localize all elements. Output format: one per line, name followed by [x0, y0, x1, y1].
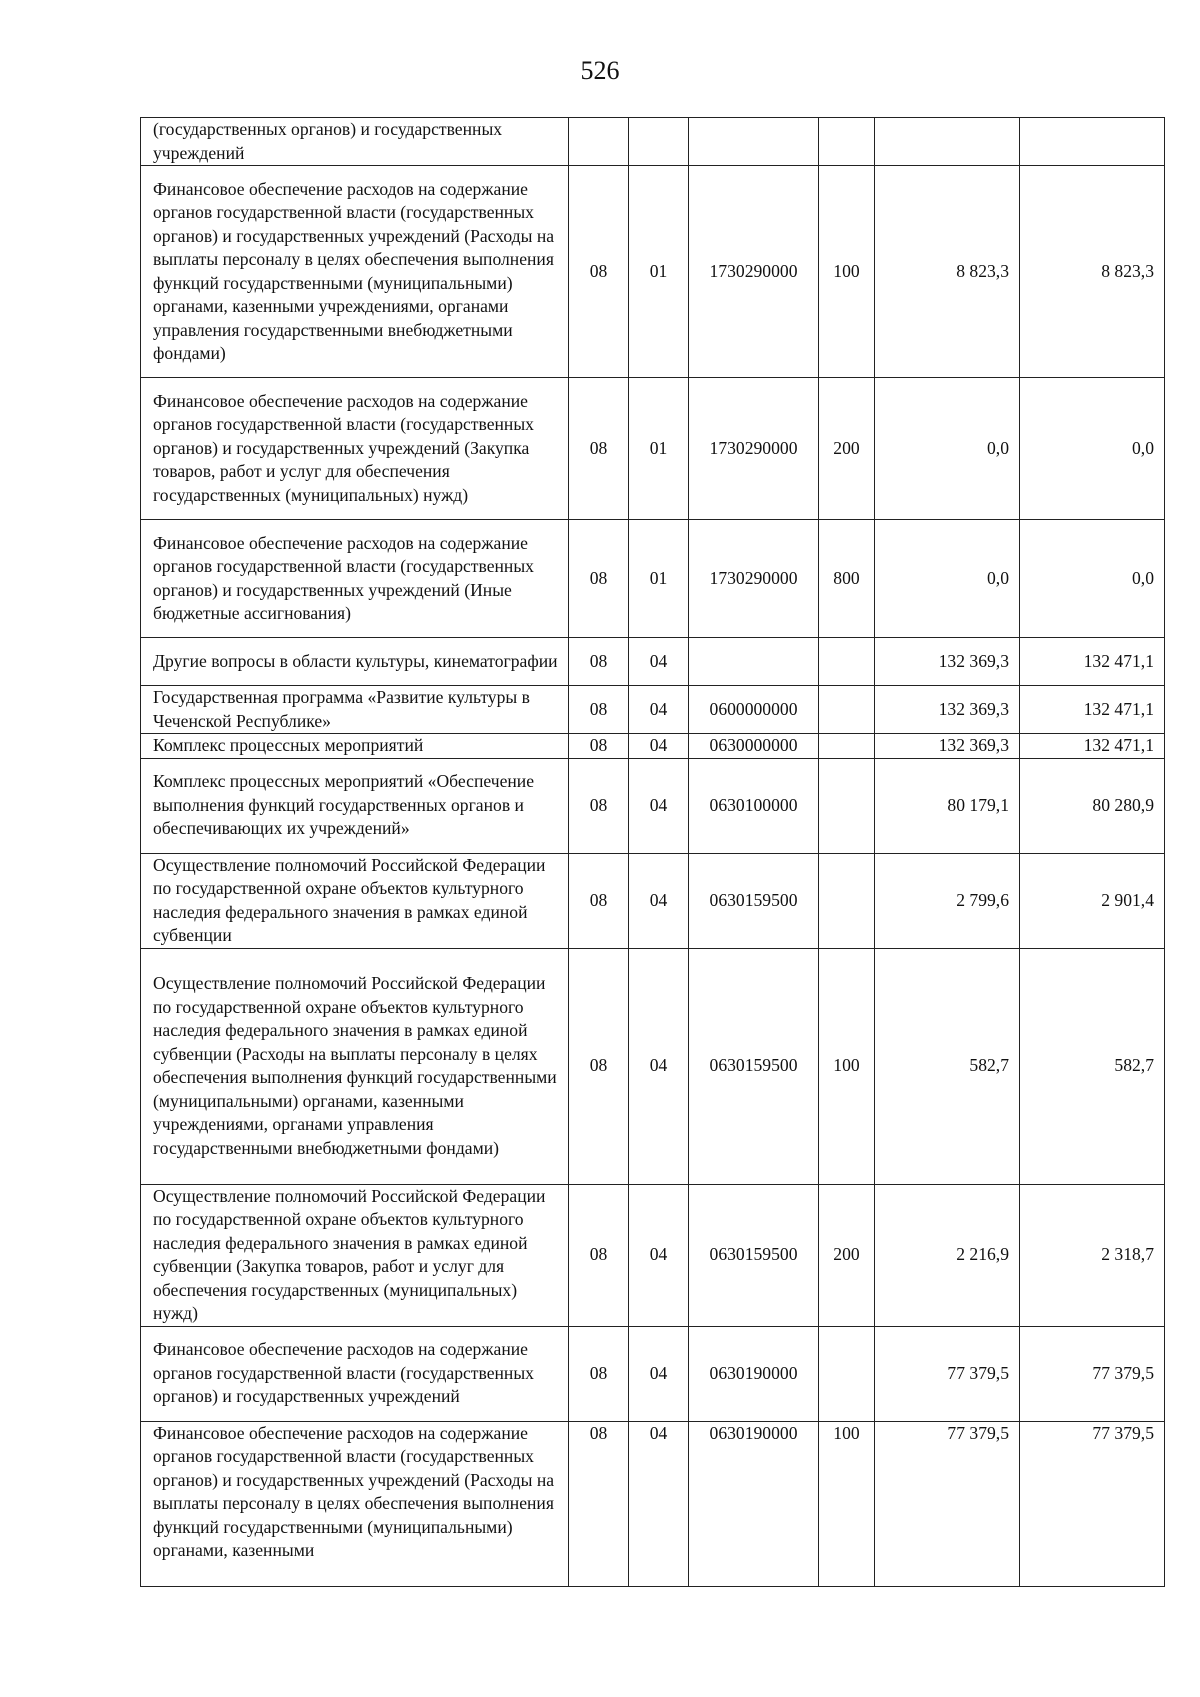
row-amount-year2 — [1020, 118, 1165, 166]
row-name: Финансовое обеспечение расходов на содержание органов государственной власти (государственных органов) и государственных учреждений (Расходы на выплаты персоналу в целях обеспечения выполнения функций государственными (муниципальными) органами, казенными — [141, 1421, 569, 1586]
row-subsection: 04 — [629, 686, 689, 734]
row-target-article: 0630000000 — [689, 734, 819, 759]
row-name: Комплекс процессных мероприятий — [141, 734, 569, 759]
budget-table — [140, 117, 1165, 1587]
row-section: 08 — [569, 1421, 629, 1586]
table-row — [141, 686, 1165, 734]
row-section: 08 — [569, 520, 629, 638]
row-target-article: 0600000000 — [689, 686, 819, 734]
row-amount-year1 — [875, 118, 1020, 166]
row-section: 08 — [569, 734, 629, 759]
table-row — [141, 758, 1165, 853]
row-name: Другие вопросы в области культуры, кинематографии — [141, 638, 569, 686]
row-expense-type — [819, 118, 875, 166]
row-target-article: 1730290000 — [689, 166, 819, 378]
row-amount-year2: 0,0 — [1020, 378, 1165, 520]
row-amount-year2: 77 379,5 — [1020, 1421, 1165, 1586]
row-expense-type — [819, 686, 875, 734]
row-expense-type: 200 — [819, 1184, 875, 1326]
row-name: Финансовое обеспечение расходов на содержание органов государственной власти (государственных органов) и государственных учреждений (Закупка товаров, работ и услуг для обеспечения государственных (муниципальных) нужд) — [141, 378, 569, 520]
row-subsection: 04 — [629, 758, 689, 853]
table-row — [141, 853, 1165, 948]
row-expense-type: 800 — [819, 520, 875, 638]
row-section: 08 — [569, 758, 629, 853]
row-section: 08 — [569, 948, 629, 1184]
row-subsection: 04 — [629, 948, 689, 1184]
row-section: 08 — [569, 853, 629, 948]
row-target-article — [689, 118, 819, 166]
row-section: 08 — [569, 638, 629, 686]
row-amount-year2: 132 471,1 — [1020, 734, 1165, 759]
table-row — [141, 1326, 1165, 1421]
row-section: 08 — [569, 1326, 629, 1421]
row-name: Государственная программа «Развитие культуры в Чеченской Республике» — [141, 686, 569, 734]
row-subsection: 01 — [629, 166, 689, 378]
row-section: 08 — [569, 686, 629, 734]
row-name: Осуществление полномочий Российской Федерации по государственной охране объектов культурного наследия федерального значения в рамках единой субвенции (Расходы на выплаты персоналу в целях обеспечения выполнения функций государственными (муниципальными) органами, казенными учреждениями, органами управления государственными внебюджетными фондами) — [141, 948, 569, 1184]
row-section: 08 — [569, 166, 629, 378]
row-name: (государственных органов) и государственных учреждений — [141, 118, 569, 166]
row-amount-year1: 2 799,6 — [875, 853, 1020, 948]
row-subsection: 04 — [629, 853, 689, 948]
row-amount-year1: 132 369,3 — [875, 734, 1020, 759]
row-name: Осуществление полномочий Российской Федерации по государственной охране объектов культурного наследия федерального значения в рамках единой субвенции (Закупка товаров, работ и услуг для обеспечения государственных (муниципальных) нужд) — [141, 1184, 569, 1326]
row-amount-year1: 80 179,1 — [875, 758, 1020, 853]
row-section — [569, 118, 629, 166]
row-expense-type — [819, 1326, 875, 1421]
table-row — [141, 378, 1165, 520]
row-name: Финансовое обеспечение расходов на содержание органов государственной власти (государственных органов) и государственных учреждений (Расходы на выплаты персоналу в целях обеспечения выполнения функций государственными (муниципальными) органами, казенными учреждениями, органами управления государственными внебюджетными фондами) — [141, 166, 569, 378]
table-row — [141, 1421, 1165, 1586]
row-target-article: 1730290000 — [689, 520, 819, 638]
row-amount-year2: 0,0 — [1020, 520, 1165, 638]
row-section: 08 — [569, 1184, 629, 1326]
row-subsection: 04 — [629, 638, 689, 686]
row-name: Осуществление полномочий Российской Федерации по государственной охране объектов культурного наследия федерального значения в рамках единой субвенции — [141, 853, 569, 948]
row-amount-year2: 132 471,1 — [1020, 638, 1165, 686]
row-subsection: 04 — [629, 1421, 689, 1586]
row-expense-type — [819, 638, 875, 686]
row-name: Комплекс процессных мероприятий «Обеспечение выполнения функций государственных органов и обеспечивающих их учреждений» — [141, 758, 569, 853]
row-target-article: 1730290000 — [689, 378, 819, 520]
row-amount-year1: 132 369,3 — [875, 686, 1020, 734]
row-target-article: 0630190000 — [689, 1421, 819, 1586]
row-expense-type: 200 — [819, 378, 875, 520]
row-amount-year2: 8 823,3 — [1020, 166, 1165, 378]
row-target-article: 0630100000 — [689, 758, 819, 853]
table-row — [141, 166, 1165, 378]
row-amount-year1: 132 369,3 — [875, 638, 1020, 686]
row-subsection: 01 — [629, 520, 689, 638]
table-row — [141, 948, 1165, 1184]
row-expense-type — [819, 734, 875, 759]
row-expense-type — [819, 853, 875, 948]
row-subsection — [629, 118, 689, 166]
row-amount-year2: 80 280,9 — [1020, 758, 1165, 853]
row-name: Финансовое обеспечение расходов на содержание органов государственной власти (государственных органов) и государственных учреждений — [141, 1326, 569, 1421]
row-expense-type: 100 — [819, 948, 875, 1184]
row-target-article: 0630159500 — [689, 948, 819, 1184]
page-number: 526 — [580, 56, 620, 85]
row-amount-year1: 0,0 — [875, 520, 1020, 638]
row-amount-year2: 2 901,4 — [1020, 853, 1165, 948]
row-amount-year1: 2 216,9 — [875, 1184, 1020, 1326]
row-amount-year2: 582,7 — [1020, 948, 1165, 1184]
row-expense-type: 100 — [819, 1421, 875, 1586]
row-amount-year1: 8 823,3 — [875, 166, 1020, 378]
row-subsection: 04 — [629, 1326, 689, 1421]
row-amount-year1: 0,0 — [875, 378, 1020, 520]
row-amount-year2: 132 471,1 — [1020, 686, 1165, 734]
row-expense-type: 100 — [819, 166, 875, 378]
table-row — [141, 638, 1165, 686]
row-name: Финансовое обеспечение расходов на содержание органов государственной власти (государственных органов) и государственных учреждений (Иные бюджетные ассигнования) — [141, 520, 569, 638]
row-amount-year2: 2 318,7 — [1020, 1184, 1165, 1326]
row-subsection: 04 — [629, 1184, 689, 1326]
row-subsection: 04 — [629, 734, 689, 759]
table-row — [141, 118, 1165, 166]
row-amount-year2: 77 379,5 — [1020, 1326, 1165, 1421]
row-target-article: 0630190000 — [689, 1326, 819, 1421]
row-amount-year1: 77 379,5 — [875, 1326, 1020, 1421]
row-expense-type — [819, 758, 875, 853]
table-row — [141, 520, 1165, 638]
row-amount-year1: 77 379,5 — [875, 1421, 1020, 1586]
row-target-article: 0630159500 — [689, 1184, 819, 1326]
row-subsection: 01 — [629, 378, 689, 520]
table-row — [141, 734, 1165, 759]
row-target-article: 0630159500 — [689, 853, 819, 948]
row-target-article — [689, 638, 819, 686]
row-amount-year1: 582,7 — [875, 948, 1020, 1184]
table-row — [141, 1184, 1165, 1326]
row-section: 08 — [569, 378, 629, 520]
